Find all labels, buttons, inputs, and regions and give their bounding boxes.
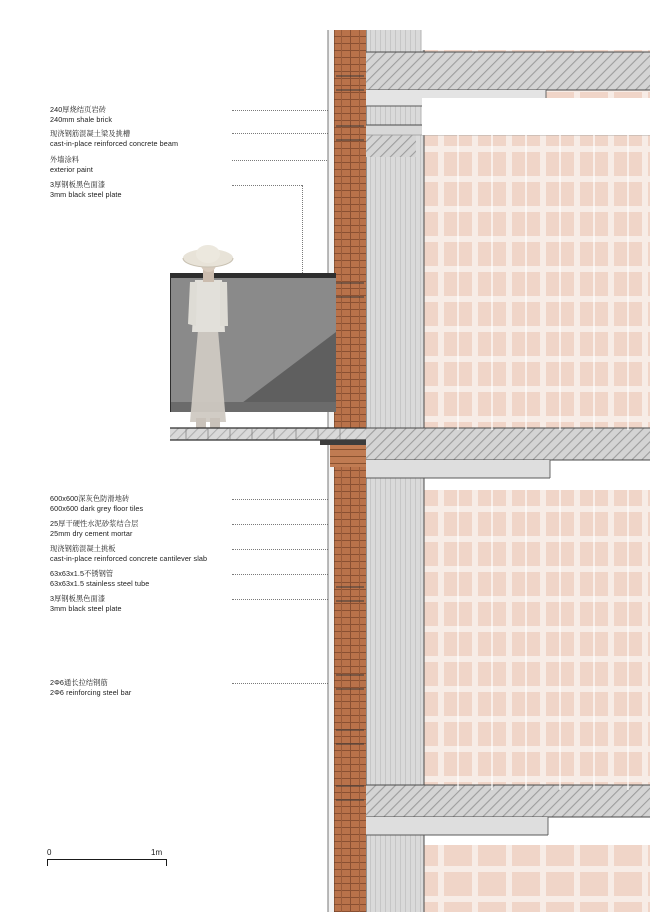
annotation-black-steel-plate-mid <box>50 594 122 613</box>
annotation-label-en: 3mm black steel plate <box>50 603 122 613</box>
scale-bar-tick-end <box>166 859 167 866</box>
annotation-dry-cement-mortar <box>50 519 138 538</box>
annotation-label-cn: 240厚烧结页岩砖 <box>50 105 107 114</box>
annotation-label-en: 63x63x1.5 stainless steel tube <box>50 578 150 588</box>
annotation-label-en: cast-in-place reinforced concrete beam <box>50 138 179 148</box>
annotation-label-en: 600x600 dark grey floor tiles <box>50 503 144 513</box>
wall-section-drawing <box>170 30 650 912</box>
annotation-label-cn: 63x63x1.5不锈钢管 <box>50 569 114 578</box>
annotation-concrete-beam <box>50 129 178 148</box>
scale-bar-label-start: 0 <box>47 848 52 857</box>
annotation-reinforcing-steel-bar <box>50 678 131 697</box>
annotation-label-cn: 3厚钢板黑色面漆 <box>50 594 106 603</box>
scale-bar-line <box>47 859 167 860</box>
annotation-label-cn: 现浇钢筋混凝土挑板 <box>50 544 116 553</box>
scale-bar-tick-start <box>47 859 48 866</box>
annotation-label-en: cast-in-place reinforced concrete cantilever slab <box>50 553 208 563</box>
annotation-label-cn: 2Φ6通长拉结钢筋 <box>50 678 108 687</box>
annotation-label-cn: 3厚钢板黑色面漆 <box>50 180 106 189</box>
annotation-label-en: exterior paint <box>50 164 93 174</box>
annotation-black-steel-plate-top <box>50 180 122 199</box>
annotation-label-cn: 现浇钢筋混凝土梁及挑槽 <box>50 129 131 138</box>
annotation-240-shale-brick <box>50 105 112 124</box>
annotation-label-en: 25mm dry cement mortar <box>50 528 133 538</box>
annotation-label-en: 240mm shale brick <box>50 114 113 124</box>
annotation-floor-tiles <box>50 494 143 513</box>
annotation-label-en: 3mm black steel plate <box>50 189 122 199</box>
annotation-stainless-steel-tube <box>50 569 149 588</box>
annotation-label-cn: 25厚干硬性水泥砂浆结合层 <box>50 519 139 528</box>
annotation-label-cn: 外墙涂料 <box>50 155 80 164</box>
annotation-label-cn: 600x600深灰色防滑地砖 <box>50 494 130 503</box>
annotation-exterior-paint <box>50 155 93 174</box>
annotation-label-en: 2Φ6 reinforcing steel bar <box>50 687 132 697</box>
scale-bar-label-end: 1m <box>151 848 163 857</box>
scale-bar <box>47 848 167 870</box>
